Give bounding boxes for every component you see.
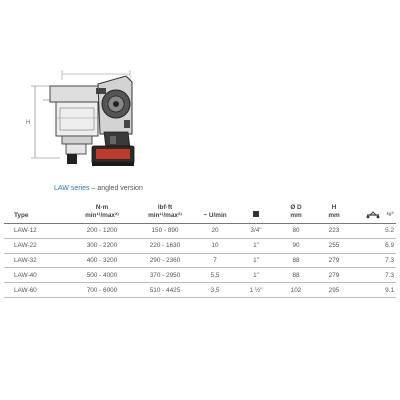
cell-d: 80 [278, 224, 314, 239]
cell-d: 88 [278, 253, 314, 268]
cell-type: LAW-40 [4, 268, 70, 283]
cell-nm: 700 - 6000 [70, 283, 134, 298]
cell-kg: 7.3 [354, 253, 396, 268]
header-weight [354, 202, 396, 224]
cell-speed: 5,5 [196, 268, 234, 283]
tool-drawing [0, 0, 400, 180]
cell-h: 255 [314, 238, 354, 253]
square-drive-icon [253, 211, 259, 217]
header-lbf-line1: lbf·ft [157, 204, 173, 211]
cell-d: 88 [278, 268, 314, 283]
spec-table [4, 202, 396, 298]
table-row [4, 268, 396, 283]
header-lbf-line2: min¹⁾/max²⁾ [148, 212, 182, 219]
cell-kg: 5.2 [354, 224, 396, 239]
motor-assembly [96, 76, 132, 134]
header-torque-lbf [134, 202, 196, 224]
cell-lbf: 370 - 2950 [134, 268, 196, 283]
header-height [314, 202, 354, 224]
battery-pack [92, 146, 134, 166]
cell-d: 90 [278, 238, 314, 253]
header-type: Type [4, 202, 70, 224]
header-d-line1: Ø D [290, 204, 302, 211]
cell-speed: 10 [196, 238, 234, 253]
header-h-line1: H [331, 204, 337, 211]
dimension-label: H [26, 120, 31, 126]
cell-type: LAW-60 [4, 283, 70, 298]
square-drive [67, 154, 77, 164]
cell-nm: 300 - 2200 [70, 238, 134, 253]
series-name: LAW series [54, 185, 90, 192]
header-diameter [278, 202, 314, 224]
header-h-line2: mm [328, 212, 340, 219]
cell-drive: 1" [234, 238, 278, 253]
table-header-row [4, 202, 396, 224]
cell-speed: 7 [196, 253, 234, 268]
cell-type: LAW-22 [4, 238, 70, 253]
series-caption [54, 185, 143, 192]
cell-d: 102 [278, 283, 314, 298]
trigger [110, 136, 116, 144]
cell-lbf: 510 - 4425 [134, 283, 196, 298]
cell-speed: 20 [196, 224, 234, 239]
cell-h: 279 [314, 268, 354, 283]
cell-kg: 9.1 [354, 283, 396, 298]
header-nm-line2: min¹⁾/max²⁾ [85, 212, 119, 219]
cell-kg: 6.9 [354, 238, 396, 253]
cell-h: 223 [314, 224, 354, 239]
header-d-line2: mm [290, 212, 302, 219]
header-torque-nm [70, 202, 134, 224]
cell-kg: 7.3 [354, 268, 396, 283]
header-nm-line1: N·m [95, 204, 109, 211]
cell-lbf: 150 - 890 [134, 224, 196, 239]
cell-nm: 200 - 1200 [70, 224, 134, 239]
cell-drive: 3/4" [234, 224, 278, 239]
table-row [4, 224, 396, 239]
gear-head [50, 86, 100, 154]
cell-speed: 3,5 [196, 283, 234, 298]
cell-type: LAW-32 [4, 253, 70, 268]
cell-drive: 1" [234, 268, 278, 283]
cell-drive: 1" [234, 253, 278, 268]
table-row [4, 238, 396, 253]
cell-lbf: 290 - 2360 [134, 253, 196, 268]
cell-h: 295 [314, 283, 354, 298]
cell-nm: 400 - 3200 [70, 253, 134, 268]
cell-nm: 500 - 4000 [70, 268, 134, 283]
cell-lbf: 220 - 1630 [134, 238, 196, 253]
table-row [4, 253, 396, 268]
cell-type: LAW-12 [4, 224, 70, 239]
table-row [4, 283, 396, 298]
series-suffix: – angled version [89, 185, 143, 192]
cell-drive: 1 ½" [234, 283, 278, 298]
cell-h: 279 [314, 253, 354, 268]
header-drive [234, 202, 278, 224]
weight-scale-icon [365, 211, 387, 219]
header-weight-unit: kg³⁾ [386, 211, 394, 217]
header-speed: ~ U/min [196, 202, 234, 224]
